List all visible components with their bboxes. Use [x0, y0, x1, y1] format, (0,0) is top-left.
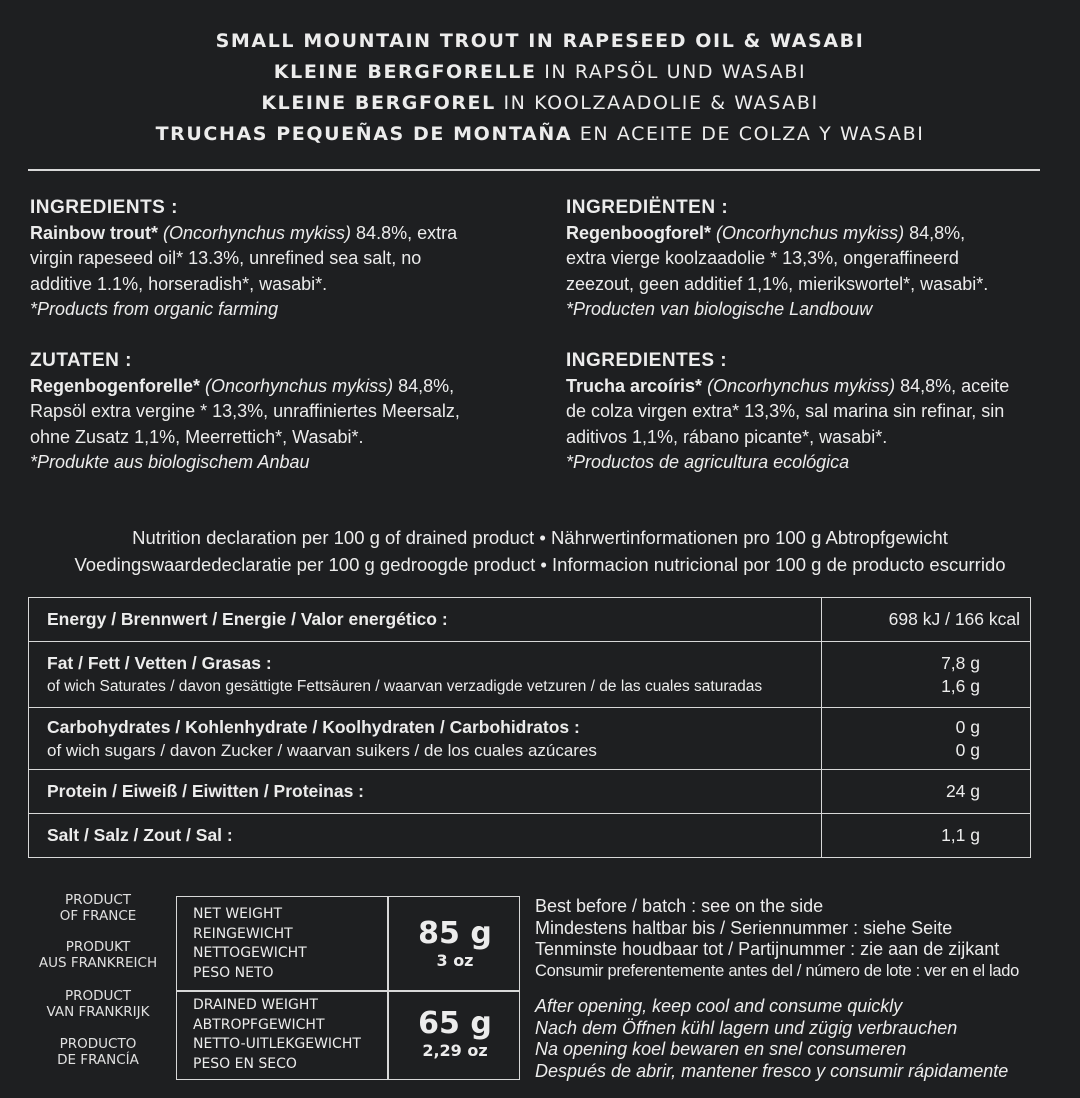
- sugars-value: 0 g: [955, 739, 980, 760]
- salt-label: Salt / Salz / Zout / Sal :: [47, 825, 233, 845]
- origin-en: PRODUCT OF FRANCE: [59, 892, 137, 924]
- carbs-value: 0 g: [955, 716, 980, 737]
- origin-nl: PRODUCT VAN FRANKRIJK: [46, 988, 150, 1020]
- ingredients-nl: [566, 195, 988, 323]
- title-nl: KLEINE BERGFOREL IN KOOLZAADOLIE & WASABI: [261, 92, 819, 114]
- organic-note: *Producten van biologische Landbouw: [566, 299, 873, 319]
- fat-value: 7,8 g: [941, 652, 980, 673]
- organic-note: *Produkte aus biologischem Anbau: [30, 452, 310, 472]
- fat-label: Fat / Fett / Vetten / Grasas :: [47, 652, 272, 673]
- title-en: SMALL MOUNTAIN TROUT IN RAPESEED OIL & WASABI: [215, 30, 865, 52]
- ingredients-line: Rainbow trout* (Oncorhynchus mykiss) 84.8%, extra: [30, 222, 458, 243]
- origin-de: PRODUKT AUS FRANKREICH: [38, 939, 158, 971]
- organic-note: *Productos de agricultura ecológica: [566, 452, 850, 472]
- table-row-carbs: [29, 708, 1031, 770]
- table-row-protein: [29, 770, 1031, 814]
- energy-value: 698 kJ / 166 kcal: [822, 598, 1031, 642]
- title-es: TRUCHAS PEQUEÑAS DE MONTAÑA EN ACEITE DE COLZA Y WASABI: [155, 123, 925, 145]
- ingredients-heading: INGREDIENTES :: [566, 350, 728, 371]
- ingredients-line: Trucha arcoíris* (Oncorhynchus mykiss) 84,8%, aceite: [566, 375, 1010, 396]
- origin-es: PRODUCTO DE FRANCÍA: [57, 1036, 139, 1068]
- ingredients-line: virgin rapeseed oil* 13.3%, unrefined sea salt, no: [30, 248, 422, 268]
- ingredients-en: [30, 195, 457, 323]
- ingredients-line: Regenbogenforelle* (Oncorhynchus mykiss) 84,8%,: [30, 375, 455, 396]
- net-weight-labels: NET WEIGHT REINGEWICHT NETTOGEWICHT PESO NETO: [193, 906, 307, 981]
- ingredients-line: additive 1.1%, horseradish*, wasabi*.: [30, 273, 328, 294]
- drained-weight-value: 65 g 2,29 oz: [418, 1006, 492, 1060]
- title-divider: [28, 169, 1040, 171]
- carbs-label: Carbohydrates / Kohlenhydrate / Koolhydraten / Carbohidratos :: [47, 716, 580, 737]
- nutrition-header-line: Voedingswaardedeclaratie per 100 g gedroogde product • Informacion nutricional por 100 g de producto escurrido: [74, 554, 1006, 575]
- sugars-label: of wich sugars / davon Zucker / waarvan suikers / de los cuales azúcares: [47, 740, 597, 760]
- storage-instructions: After opening, keep cool and consume quickly Nach dem Öffnen kühl lagern und zügig verbrauchen Na opening koel bewaren en snel consumeren Después de abrir, mantener fresco y consumir rápidamente: [535, 996, 1009, 1081]
- energy-label: Energy / Brennwert / Energie / Valor energético :: [47, 609, 448, 629]
- ingredients-heading: INGREDIËNTEN :: [566, 197, 729, 218]
- saturates-value: 1,6 g: [941, 675, 980, 696]
- ingredients-es: [566, 348, 1009, 476]
- protein-value: 24 g: [822, 770, 1031, 814]
- nutrition-table: [28, 597, 1031, 858]
- table-row-fat: [29, 642, 1031, 708]
- weight-box: [176, 896, 520, 1080]
- ingredients-heading: INGREDIENTS :: [30, 197, 178, 218]
- ingredients-line: ohne Zusatz 1,1%, Meerrettich*, Wasabi*.: [30, 426, 364, 447]
- drained-weight-labels: DRAINED WEIGHT ABTROPFGEWICHT NETTO-UITLEKGEWICHT PESO EN SECO: [193, 997, 361, 1072]
- ingredients-heading: ZUTATEN :: [30, 350, 132, 371]
- organic-note: *Products from organic farming: [30, 299, 279, 319]
- weight-divider: [177, 990, 519, 992]
- ingredients-de: [30, 348, 460, 476]
- table-row-salt: [29, 814, 1031, 858]
- ingredients-line: Regenboogforel* (Oncorhynchus mykiss) 84,8%,: [566, 222, 966, 243]
- title-de: KLEINE BERGFORELLE IN RAPSÖL UND WASABI: [273, 61, 807, 83]
- ingredients-line: zeezout, geen additief 1,1%, mierikswortel*, wasabi*.: [566, 273, 989, 294]
- product-titles: [0, 26, 1080, 150]
- salt-value: 1,1 g: [822, 814, 1031, 858]
- protein-label: Protein / Eiweiß / Eiwitten / Proteinas :: [47, 781, 364, 801]
- ingredients-line: de colza virgen extra* 13,3%, sal marina sin refinar, sin: [566, 401, 1005, 421]
- table-row-energy: [29, 598, 1031, 642]
- saturates-label: of wich Saturates / davon gesättigte Fettsäuren / waarvan verzadigde vetzuren / de las cuales saturadas: [47, 677, 763, 695]
- ingredients-line: extra vierge koolzaadolie * 13,3%, ongeraffineerd: [566, 248, 959, 268]
- nutrition-header-line: Nutrition declaration per 100 g of drained product • Nährwertinformationen pro 100 g Abtropfgewicht: [132, 527, 948, 548]
- nutrition-header: [0, 524, 1080, 578]
- best-before-info: Best before / batch : see on the side Mindestens haltbar bis / Seriennummer : siehe Seite Tenminste houdbaar tot / Partijnummer : zie aan de zijkant Consumir preferentemente antes del / número de lote : ver en el lado: [535, 896, 1020, 980]
- ingredients-line: Rapsöl extra vergine * 13,3%, unraffiniertes Meersalz,: [30, 401, 460, 421]
- ingredients-line: aditivos 1,1%, rábano picante*, wasabi*.: [566, 426, 888, 447]
- net-weight-value: 85 g 3 oz: [418, 916, 492, 970]
